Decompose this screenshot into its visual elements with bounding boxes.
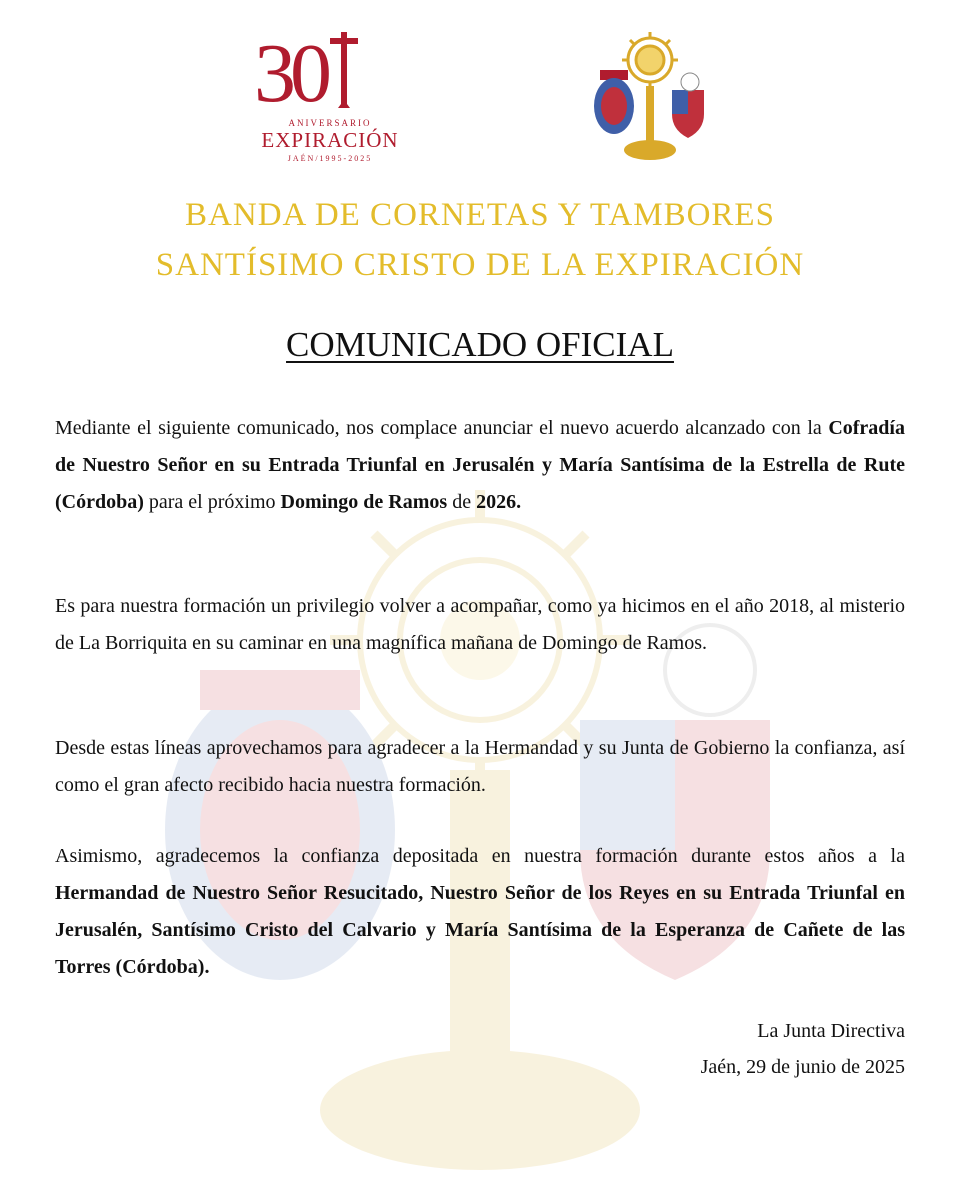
watermark-crest-icon: [150, 470, 810, 1190]
organization-name-line1: BANDA DE CORNETAS Y TAMBORES: [185, 197, 775, 233]
paragraph-text: Asimismo, agradecemos la confianza depositada en nuestra formación durante estos años a la: [55, 845, 905, 867]
cross-icon: [324, 28, 364, 112]
paragraph-2: [55, 588, 905, 662]
paragraph-1: [55, 410, 905, 521]
paragraph-bold-text: Domingo de Ramos: [280, 491, 448, 513]
paragraph-bold-text: Hermandad de Nuestro Señor Resucitado, Nuestro Señor de los Reyes en su Entrada Triunfal en Jerusalén, Santísimo Cristo del Calvario y María Santísima de la Esperanza de Cañete de las Torres (Córdoba).: [55, 882, 905, 978]
paragraph-text: Desde estas líneas aprovechamos para agradecer a la Hermandad y su Junta de Gobierno la confianza, así como el gran afecto recibido hacia nuestra formación.: [55, 737, 905, 796]
document-heading: COMUNICADO OFICIAL: [286, 325, 674, 364]
paragraph-text: para el próximo: [143, 491, 281, 513]
organization-name-line2: SANTÍSIMO CRISTO DE LA EXPIRACIÓN: [155, 247, 805, 283]
paragraph-text: Es para nuestra formación un privilegio volver a acompañar, como ya hicimos en el año 2018, al misterio de La Borriquita en su caminar en una magnífica mañana de Domingo de Ramos.: [55, 595, 905, 654]
paragraph-3: [55, 730, 905, 804]
paragraph-4: [55, 838, 905, 986]
signature-place-date: Jaén, 29 de junio de 2025: [700, 1056, 905, 1078]
monstrance-crest-icon: [590, 30, 710, 162]
anniversary-number: 30: [254, 27, 326, 120]
paragraph-bold-text: Cofradía de Nuestro Señor en su Entrada Triunfal en Jerusalén y María Santísima de la Estrella de Rute (Córdoba): [55, 417, 905, 513]
signature-name: La Junta Directiva: [757, 1020, 905, 1042]
anniversary-dates: JAÉN/1995-2025: [287, 154, 373, 163]
anniversary-subtitle: ANIVERSARIO: [288, 118, 372, 128]
paragraph-text: de: [447, 491, 477, 513]
anniversary-logo: [252, 28, 402, 168]
anniversary-title: EXPIRACIÓN: [261, 128, 399, 152]
paragraph-text: Mediante el siguiente comunicado, nos complace anunciar el nuevo acuerdo alcanzado con la: [55, 417, 829, 439]
paragraph-bold-text: 2026.: [476, 491, 522, 513]
